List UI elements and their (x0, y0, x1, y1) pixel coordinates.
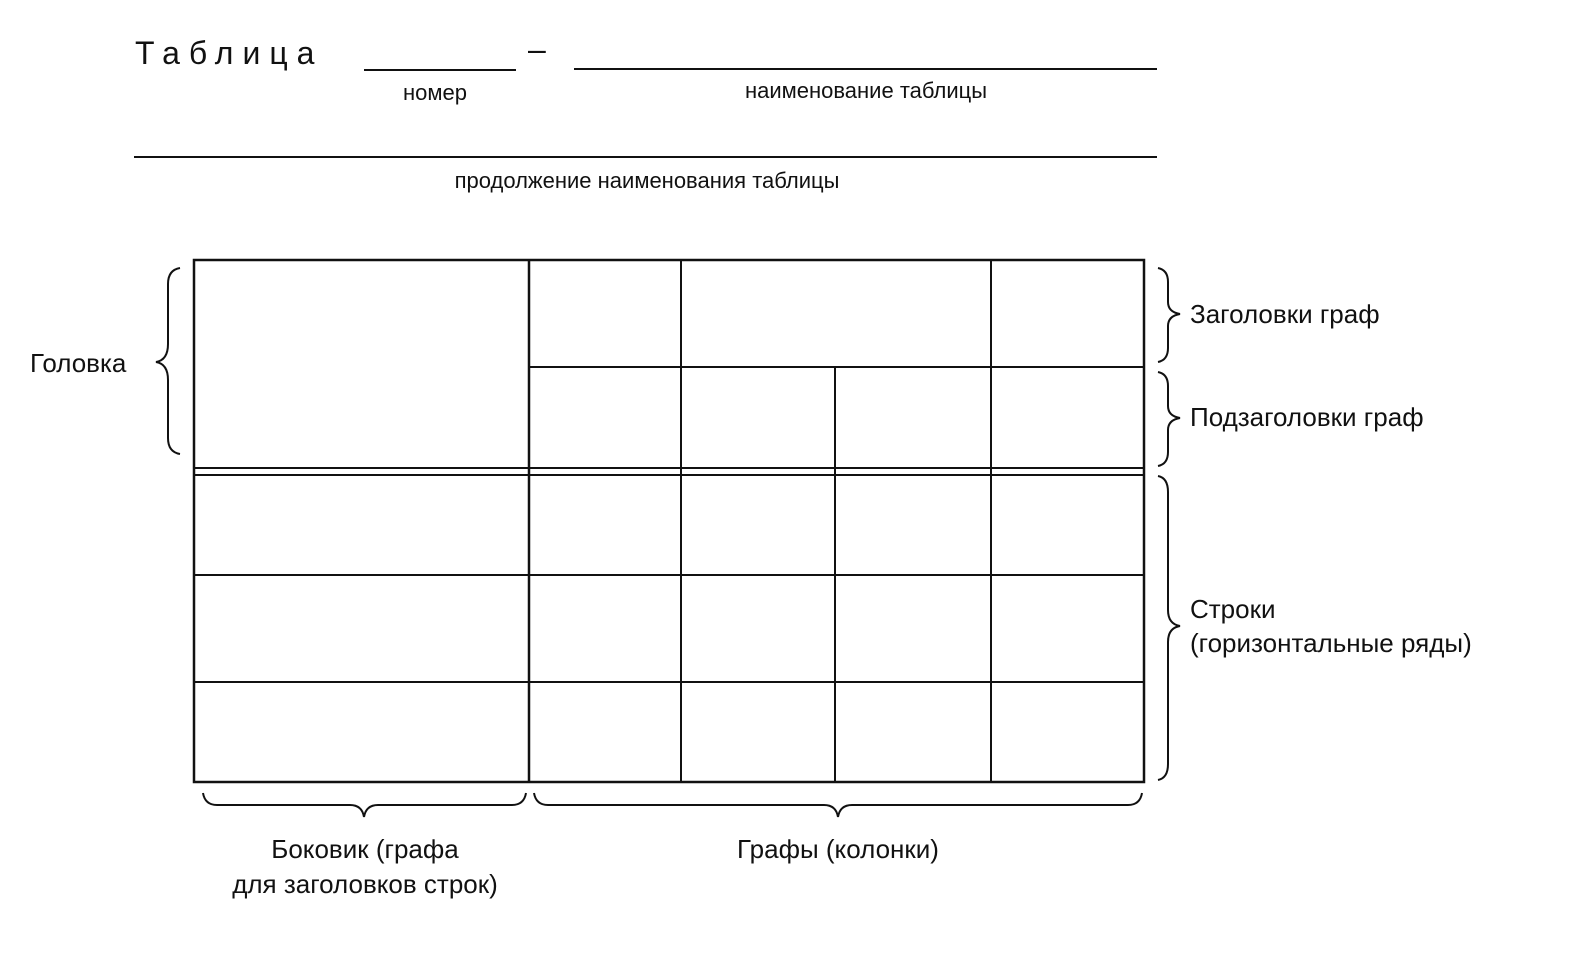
stub-brace (203, 793, 526, 817)
stub-label-line1: Боковик (графа (271, 834, 459, 864)
column-headers-annotation (1158, 268, 1380, 362)
number-label: номер (403, 80, 467, 105)
table-caption (134, 31, 1157, 193)
stub-annotation (203, 793, 526, 899)
stub-label-line2: для заголовков строк) (232, 869, 498, 899)
caption-dash: – (528, 31, 546, 67)
column-subheaders-brace (1158, 372, 1180, 466)
head-brace (156, 268, 180, 454)
table-outline (194, 260, 1144, 782)
head-annotation (30, 268, 180, 454)
caption-word: Таблица (135, 35, 324, 71)
title-label: наименование таблицы (744, 78, 988, 103)
rows-label-line1: Строки (1190, 594, 1276, 624)
column-headers-label: Заголовки граф (1190, 299, 1380, 329)
column-subheaders-annotation (1158, 372, 1424, 466)
rows-brace (1158, 476, 1180, 780)
table-grid (194, 260, 1144, 782)
continuation-label: продолжение наименования таблицы (454, 168, 840, 193)
column-subheaders-label: Подзаголовки граф (1190, 402, 1424, 432)
columns-annotation (534, 793, 1142, 864)
head-label: Головка (30, 348, 127, 378)
rows-annotation (1158, 476, 1472, 780)
columns-brace (534, 793, 1142, 817)
rows-label-line2: (горизонтальные ряды) (1190, 628, 1472, 658)
column-headers-brace (1158, 268, 1180, 362)
columns-label: Графы (колонки) (737, 834, 939, 864)
